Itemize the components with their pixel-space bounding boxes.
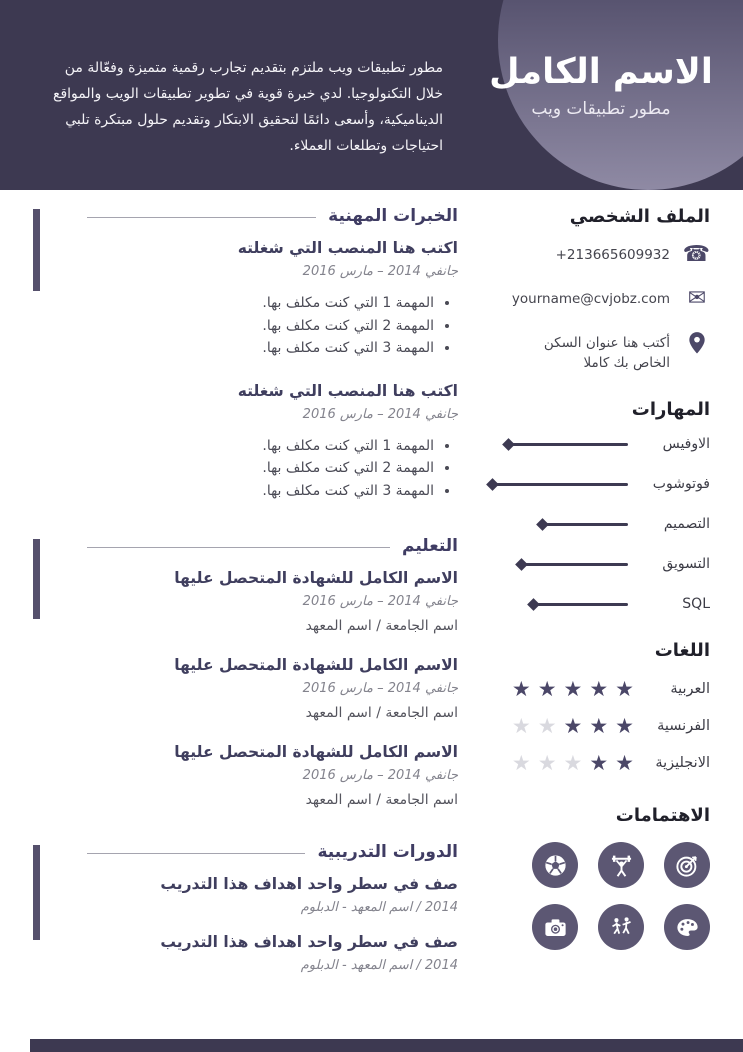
- interests-heading: الاهتمامات: [615, 805, 710, 826]
- experience-entry: [39, 382, 458, 503]
- phone-number[interactable]: +213665609932: [555, 247, 670, 263]
- name-block: [481, 52, 721, 119]
- education-entry: [39, 656, 458, 721]
- address-text: أكتب هنا عنوان السكن الخاص بك كاملا: [543, 335, 670, 371]
- task-item: • المهمة 2 التي كنت مكلف بها.: [59, 457, 434, 480]
- task-list: [59, 288, 458, 360]
- school-name: اسم الجامعة / اسم المعهد: [305, 618, 458, 634]
- profile-summary: مطور تطبيقات ويب ملتزم بتقديم تجارب رقمية متميزة وفعّالة من خلال التكنولوجيا. لدي خبرة قوية في تطوير تطبيقات الويب والمواقع الديناميكية، وأسعى دائمًا لتحقيق الابتكار وتقديم حلول مبتكرة تلبي احتياجات وتطلعات العملاء.: [53, 60, 443, 154]
- skill-slider: [485, 600, 628, 609]
- star-filled-icon: ★: [589, 677, 609, 701]
- star-filled-icon: ★: [537, 677, 557, 701]
- degree-dates: جانفي 2014 – مارس 2016: [302, 594, 458, 609]
- star-rating: [512, 714, 634, 738]
- skill-row: [485, 516, 710, 532]
- degree-title: الاسم الكامل للشهادة المتحصل عليها: [174, 656, 458, 674]
- email-row: [485, 287, 710, 311]
- location-pin-icon: [684, 331, 710, 361]
- training-meta: 2014 / اسم المعهد - الدبلوم: [300, 900, 458, 915]
- interest-badge: [532, 842, 578, 888]
- task-item: • المهمة 3 التي كنت مكلف بها.: [59, 480, 434, 503]
- interest-badge: [664, 842, 710, 888]
- interest-badge: [664, 904, 710, 950]
- language-row: [485, 751, 710, 775]
- slider-thumb-icon: [515, 558, 528, 571]
- skill-label: الاوفيس: [662, 436, 710, 452]
- task-item: • المهمة 2 التي كنت مكلف بها.: [59, 315, 434, 338]
- profile-heading: الملف الشخصي: [569, 206, 710, 227]
- star-empty-icon: ★: [537, 751, 557, 775]
- task-list: [59, 431, 458, 503]
- section-header: [39, 842, 458, 862]
- school-name: اسم الجامعة / اسم المعهد: [305, 792, 458, 808]
- heading-rule: [87, 853, 305, 854]
- section-header: [39, 206, 458, 226]
- section-education: [35, 536, 458, 808]
- footer-band: [30, 1039, 743, 1052]
- position-title: اكتب هنا المنصب التي شغلته: [237, 239, 458, 257]
- slider-thumb-icon: [502, 438, 515, 451]
- experience-entry: [39, 239, 458, 360]
- skill-slider: [485, 480, 628, 489]
- task-item: • المهمة 1 التي كنت مكلف بها.: [59, 435, 434, 458]
- language-row: [485, 677, 710, 701]
- target-icon: [674, 852, 701, 879]
- section-experience: [35, 206, 458, 502]
- section-accent-bar: [33, 209, 40, 291]
- education-entry: [39, 743, 458, 808]
- position-dates: جانفي 2014 – مارس 2016: [302, 264, 458, 279]
- position-dates: جانفي 2014 – مارس 2016: [302, 406, 458, 422]
- skill-slider: [485, 440, 628, 449]
- job-title: مطور تطبيقات ويب: [531, 99, 671, 119]
- interest-badge: [598, 842, 644, 888]
- skill-label: SQL: [682, 596, 710, 612]
- slider-thumb-icon: [528, 598, 541, 611]
- skill-row: [485, 596, 710, 612]
- language-label: العربية: [670, 681, 710, 697]
- language-label: الانجليزية: [655, 755, 710, 771]
- star-filled-icon: ★: [589, 714, 609, 738]
- section-accent-bar: [33, 845, 40, 940]
- main-column: [35, 206, 458, 973]
- heading-rule: [87, 547, 390, 548]
- dancing-icon: [608, 914, 635, 941]
- education-entry: [39, 569, 458, 634]
- experience-heading: الخبرات المهنية: [328, 206, 458, 226]
- task-item: • المهمة 1 التي كنت مكلف بها.: [59, 292, 434, 315]
- star-filled-icon: ★: [615, 751, 634, 775]
- phone-icon: ☎: [682, 242, 710, 267]
- email-icon: ✉: [687, 286, 707, 311]
- language-row: [485, 714, 710, 738]
- palette-icon: [674, 914, 701, 941]
- skill-label: التسويق: [662, 556, 710, 572]
- degree-dates: جانفي 2014 – مارس 2016: [302, 768, 458, 783]
- position-title: اكتب هنا المنصب التي شغلته: [237, 381, 458, 400]
- school-name: اسم الجامعة / اسم المعهد: [305, 705, 458, 721]
- slider-thumb-icon: [486, 478, 499, 491]
- slider-thumb-icon: [536, 518, 549, 531]
- training-meta: 2014 / اسم المعهد - الدبلوم: [300, 958, 458, 973]
- education-heading: التعليم: [402, 536, 458, 556]
- skill-row: [485, 436, 710, 452]
- star-empty-icon: ★: [563, 751, 583, 775]
- heading-rule: [87, 217, 316, 218]
- degree-dates: جانفي 2014 – مارس 2016: [302, 681, 458, 696]
- interests-grid: [485, 842, 710, 950]
- skill-row: [485, 476, 710, 492]
- skill-row: [485, 556, 710, 572]
- star-rating: [512, 677, 634, 701]
- skill-slider: [485, 560, 628, 569]
- star-filled-icon: ★: [615, 714, 634, 738]
- training-entry: [39, 875, 458, 915]
- star-filled-icon: ★: [511, 677, 531, 701]
- phone-row: [485, 243, 710, 267]
- star-rating: [512, 751, 634, 775]
- language-label: الفرنسية: [657, 718, 710, 734]
- full-name: الاسم الكامل: [489, 52, 713, 92]
- address-row: [485, 331, 710, 373]
- header-band: [0, 0, 743, 190]
- section-training: [35, 842, 458, 973]
- training-entry: [39, 933, 458, 973]
- sidebar: [485, 206, 710, 950]
- camera-icon: [542, 914, 569, 941]
- interest-badge: [532, 904, 578, 950]
- weightlifting-icon: [608, 852, 635, 879]
- training-heading: الدورات التدريبية: [317, 842, 458, 862]
- section-accent-bar: [33, 539, 40, 619]
- football-icon: [542, 852, 569, 879]
- email-address[interactable]: yourname@cvjobz.com: [511, 291, 670, 307]
- training-title: صف في سطر واحد اهداف هذا التدريب: [160, 933, 458, 951]
- skill-slider: [485, 520, 628, 529]
- star-filled-icon: ★: [563, 677, 583, 701]
- degree-title: الاسم الكامل للشهادة المتحصل عليها: [174, 743, 458, 761]
- section-header: [39, 536, 458, 556]
- star-filled-icon: ★: [563, 714, 583, 738]
- training-title: صف في سطر واحد اهداف هذا التدريب: [160, 875, 458, 893]
- interest-badge: [598, 904, 644, 950]
- skills-heading: المهارات: [631, 399, 710, 420]
- task-item: • المهمة 3 التي كنت مكلف بها.: [59, 337, 434, 360]
- skill-label: التصميم: [663, 516, 710, 532]
- star-filled-icon: ★: [615, 677, 634, 701]
- star-empty-icon: ★: [511, 751, 531, 775]
- star-filled-icon: ★: [589, 751, 609, 775]
- star-empty-icon: ★: [511, 714, 531, 738]
- languages-heading: اللغات: [654, 640, 710, 661]
- skill-label: فوتوشوب: [652, 476, 710, 492]
- degree-title: الاسم الكامل للشهادة المتحصل عليها: [174, 569, 458, 587]
- star-empty-icon: ★: [537, 714, 557, 738]
